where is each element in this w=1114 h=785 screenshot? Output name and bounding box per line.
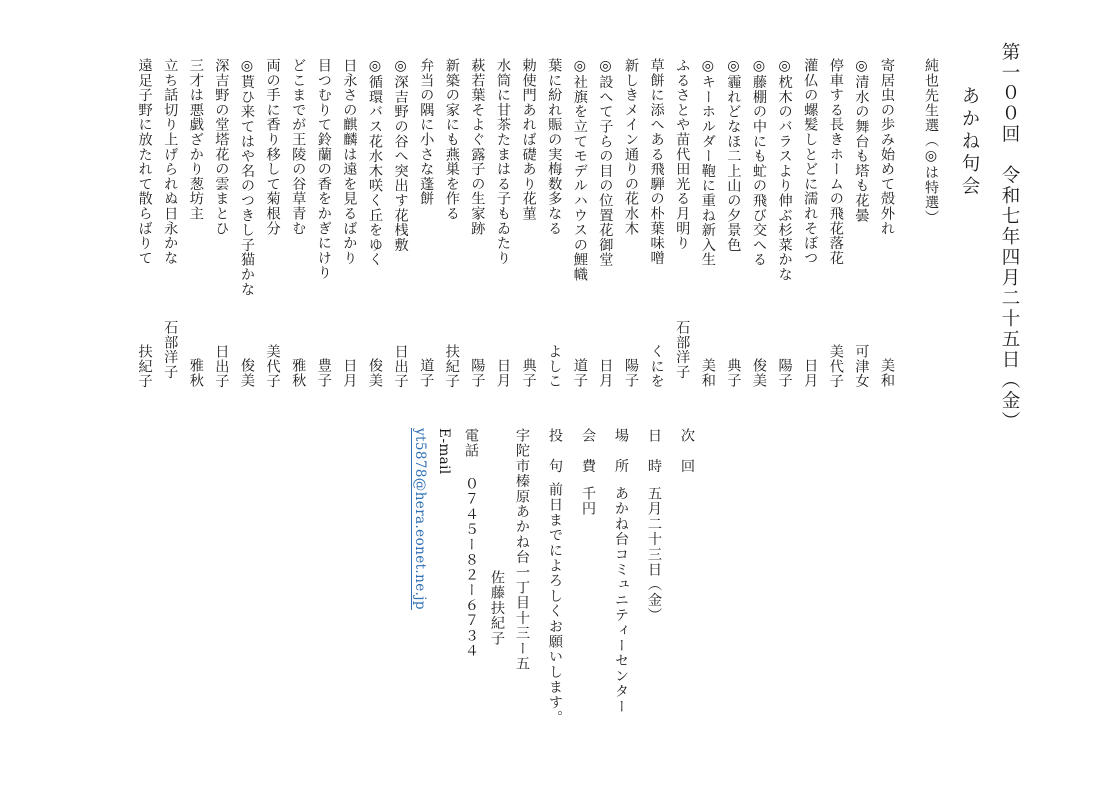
haiku-author: 石部洋子 <box>162 320 179 380</box>
haiku-entry <box>288 58 305 388</box>
haiku-entry <box>826 58 843 388</box>
haiku-entry <box>237 58 254 388</box>
haiku-entry <box>263 58 280 388</box>
haiku-author: 陽子 <box>469 358 486 388</box>
haiku-author: 雅秋 <box>290 358 307 388</box>
haiku-author: 扶紀子 <box>136 343 153 388</box>
haiku-text: どこまでが王陵の谷草青む <box>290 58 307 236</box>
fee-line <box>581 428 595 516</box>
haiku-entry <box>800 58 817 388</box>
haiku-author: 俊美 <box>367 358 383 388</box>
date-value: 五月二十三日（金） <box>646 485 662 623</box>
email-label: E-mail <box>436 428 452 475</box>
haiku-text: ふるさとや苗代田光る月明り <box>674 58 691 251</box>
haiku-author: 道子 <box>571 358 588 388</box>
haiku-author: 美和 <box>879 358 895 388</box>
haiku-author: 陽子 <box>623 358 639 388</box>
haiku-author: 美代子 <box>827 343 844 388</box>
haiku-list <box>134 58 894 388</box>
fee-label: 会 費 <box>580 428 596 474</box>
haiku-author: 典子 <box>520 358 537 388</box>
haiku-entry <box>647 58 664 388</box>
haiku-author: 日月 <box>597 358 614 388</box>
haiku-text: ◎清水の舞台も塔も花曇 <box>853 58 870 223</box>
haiku-entry <box>570 58 587 388</box>
haiku-entry <box>467 58 484 388</box>
haiku-author: 道子 <box>418 358 435 388</box>
haiku-text: 寄居虫の歩み始めて殻外れ <box>879 58 895 236</box>
haiku-author: よしこ <box>546 343 563 388</box>
page-title: 第一００回 令和七年四月二十五日（金） <box>999 42 1020 432</box>
haiku-text: ◎深吉野の谷へ突出す花桟敷 <box>392 58 409 253</box>
haiku-author: 日出子 <box>213 343 230 388</box>
date-label: 日 時 <box>646 428 662 474</box>
haiku-entry <box>621 58 638 388</box>
haiku-text: 水筒に甘茶たまはる子もゐたり <box>495 58 511 266</box>
haiku-author: 豊子 <box>315 358 332 388</box>
haiku-text: ◎設へて子らの目の位置花御堂 <box>597 58 614 267</box>
next-meeting-info <box>404 428 694 748</box>
contact-name: 佐藤扶紀子 <box>489 570 505 646</box>
haiku-entry <box>595 58 612 388</box>
haiku-text: 遠足子野に放たれて散らばりて <box>136 58 153 266</box>
next-meeting-heading: 次 回 <box>679 428 695 474</box>
haiku-text: 立ち話切り上げられぬ日永かな <box>162 58 179 266</box>
haiku-text: 弁当の隅に小さな蓬餅 <box>418 58 435 206</box>
haiku-entry <box>723 58 740 388</box>
haiku-entry <box>544 58 561 388</box>
haiku-entry <box>186 58 203 388</box>
haiku-text: 両の手に香り移して菊根分 <box>264 58 281 236</box>
haiku-text: 日永さの麒麟は遠を見るばかり <box>341 58 358 266</box>
haiku-text: 灌仏の螺髪しとどに濡れそぼつ <box>802 58 819 266</box>
haiku-entry <box>211 58 228 388</box>
haiku-text: ◎循環バス花水木咲く丘をゆく <box>367 58 383 267</box>
phone-value: ０７４５ー８２ー６７３４ <box>463 476 479 659</box>
haiku-entry <box>391 58 408 388</box>
haiku-author: 日月 <box>802 358 819 388</box>
haiku-entry <box>135 58 152 388</box>
haiku-text: 勅使門あれば礎あり花菫 <box>520 58 537 221</box>
place-value: あかね台コミュニティーセンター <box>613 485 629 714</box>
phone-label: 電話 <box>463 428 479 459</box>
haiku-entry <box>416 58 433 388</box>
haiku-author: 典子 <box>725 358 742 388</box>
haiku-entry <box>365 58 382 388</box>
haiku-text: ◎貰ひ来てはや名のつきし子猫かな <box>239 58 255 297</box>
haiku-text: ◎霾れどなほ二上山の夕景色 <box>725 58 742 253</box>
haiku-text: 深吉野の堂塔花の雲まとひ <box>213 58 230 236</box>
haiku-author: 美和 <box>699 358 716 388</box>
haiku-entry <box>519 58 536 388</box>
haiku-entry <box>160 58 177 388</box>
haiku-text: 三才は悪戯ざかり葱坊主 <box>187 58 204 221</box>
submit-label: 投 句 <box>547 428 563 474</box>
haiku-text: ◎枕木のバラスより伸ぶ杉菜かな <box>776 58 793 282</box>
haiku-text: 新しきメイン通りの花水木 <box>623 58 639 236</box>
email-link[interactable]: yt5878@hera.eonet.ne.jp <box>412 428 428 610</box>
haiku-author: 雅秋 <box>187 358 204 388</box>
haiku-text: 萩若葉そよぐ露子の生家跡 <box>469 58 486 236</box>
haiku-text: ◎キーホルダー鞄に重ね新入生 <box>699 58 716 267</box>
haiku-author: 日月 <box>341 358 358 388</box>
haiku-text: ◎藤棚の中にも虻の飛び交へる <box>751 58 767 267</box>
haiku-text: 葉に紛れ賑の実梅数多なる <box>546 58 563 236</box>
haiku-entry <box>698 58 715 388</box>
place-line <box>614 428 628 714</box>
haiku-author: 美代子 <box>264 343 281 388</box>
date-line <box>647 428 661 622</box>
haiku-author: 俊美 <box>751 358 767 388</box>
haiku-text: 新築の家にも燕巣を作る <box>443 58 460 221</box>
haiku-entry <box>672 58 689 388</box>
haiku-entry <box>493 58 510 388</box>
haiku-entry <box>314 58 331 388</box>
haiku-entry <box>442 58 459 388</box>
haiku-author: 俊美 <box>239 358 255 388</box>
address-line: 宇陀市榛原あかね台一丁目十三ー五 <box>514 428 530 672</box>
haiku-author: 扶紀子 <box>443 343 460 388</box>
selector-note: 純也先生選（◎は特選） <box>923 58 939 225</box>
haiku-text: 草餅に添へある飛騨の朴葉味噌 <box>648 58 665 266</box>
haiku-entry <box>775 58 792 388</box>
haiku-entry <box>877 58 894 388</box>
fee-value: 千円 <box>580 485 596 517</box>
place-label: 場 所 <box>613 428 629 474</box>
submit-line <box>548 428 562 725</box>
haiku-author: 石部洋子 <box>674 320 691 380</box>
haiku-author: くにを <box>648 343 665 388</box>
haiku-text: 停車する長きホームの飛花落花 <box>827 58 844 266</box>
haiku-author: 日月 <box>495 358 511 388</box>
haiku-text: 目つむりて鈴蘭の香をかぎにけり <box>315 58 332 280</box>
group-name: あかね句会 <box>959 86 980 199</box>
haiku-author: 陽子 <box>776 358 793 388</box>
haiku-entry <box>749 58 766 388</box>
haiku-entry <box>851 58 868 388</box>
submit-value: 前日までによろしくお願いします。 <box>547 481 563 725</box>
haiku-text: ◎社旗を立てモデルハウスの鯉幟 <box>571 58 588 282</box>
haiku-author: 日出子 <box>392 343 409 388</box>
phone-line <box>464 428 478 659</box>
haiku-author: 可津女 <box>853 343 870 388</box>
haiku-entry <box>339 58 356 388</box>
